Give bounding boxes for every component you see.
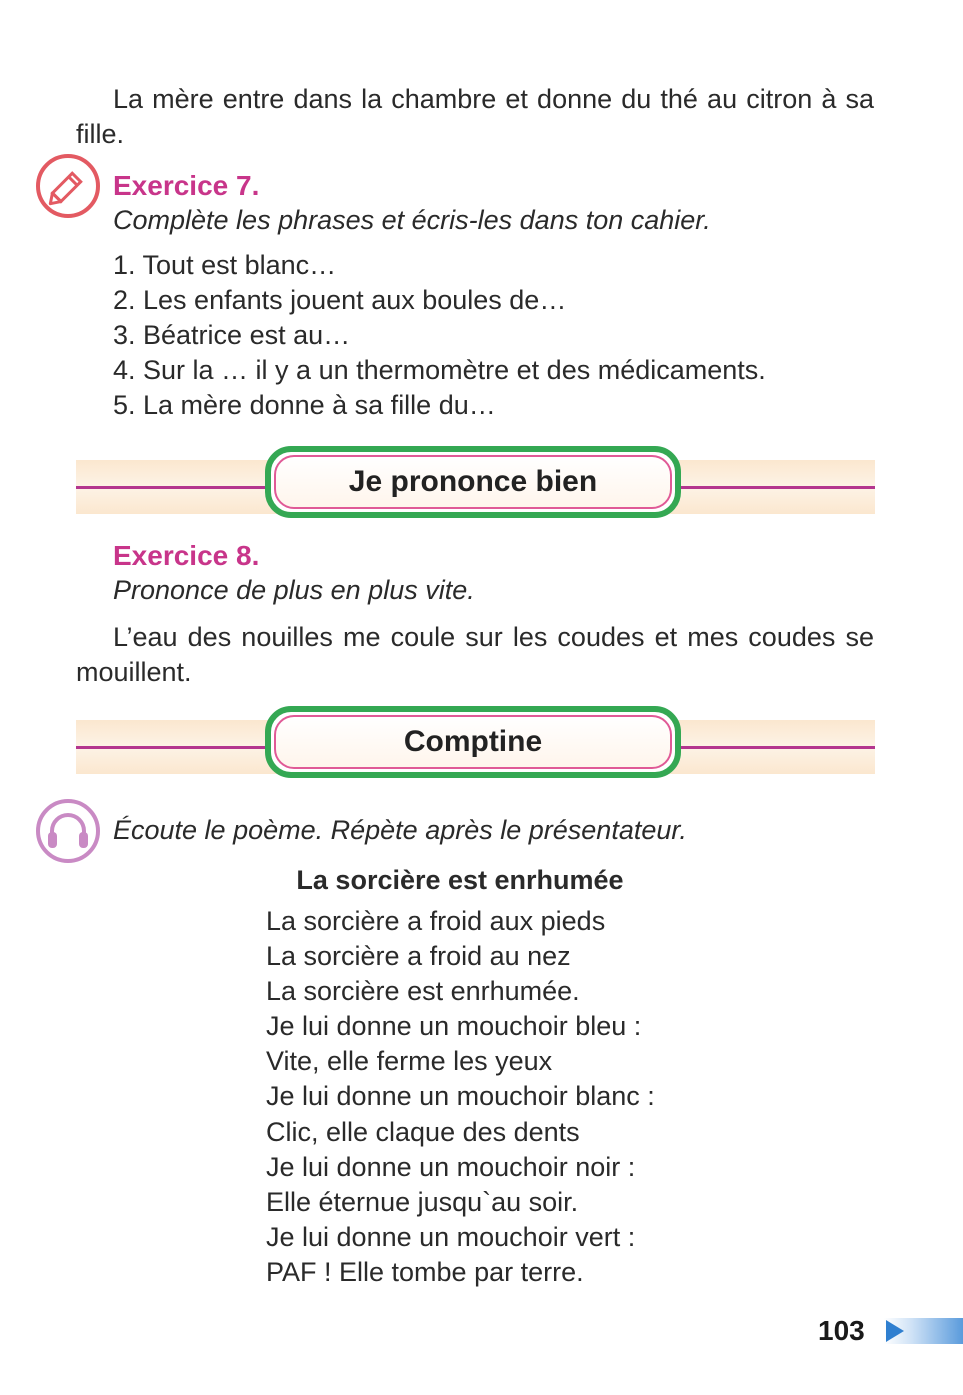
poem-line: Je lui donne un mouchoir noir :	[266, 1151, 636, 1182]
section-banner-rhyme	[76, 720, 875, 774]
exercise-7-list	[113, 248, 766, 423]
banner-pill	[265, 706, 681, 778]
poem-line: Clic, elle claque des dents	[266, 1116, 580, 1147]
intro-paragraph: La mère entre dans la chambre et donne du thé au citron à sa fille.	[76, 84, 874, 149]
poem-line: Je lui donne un mouchoir blanc :	[266, 1081, 655, 1112]
headphones-icon	[35, 798, 101, 869]
exercise-8-instruction: Prononce de plus en plus vite.	[113, 575, 475, 605]
banner-divider-right	[675, 486, 875, 489]
poem-line: Je lui donne un mouchoir bleu :	[266, 1011, 642, 1042]
arrow-right-icon	[884, 1318, 963, 1344]
poem-line: Vite, elle ferme les yeux	[266, 1046, 553, 1077]
list-item: 3. Béatrice est au…	[113, 320, 351, 350]
banner-divider-left	[76, 746, 276, 749]
banner-divider-right	[675, 746, 875, 749]
poem-line: La sorcière a froid aux pieds	[266, 906, 606, 936]
banner-divider-left	[76, 486, 276, 489]
poem-line: Je lui donne un mouchoir vert :	[266, 1221, 636, 1252]
poem-line: Elle éternue jusqu`au soir.	[266, 1186, 579, 1217]
list-item: 5. La mère donne à sa fille du…	[113, 390, 496, 420]
section-title-pronunciation: Je prononce bien	[274, 455, 672, 509]
list-item: 2. Les enfants jouent aux boules de…	[113, 285, 567, 315]
exercise-8-text: L’eau des nouilles me coule sur les coudes et mes coudes se mouillent.	[76, 622, 874, 687]
page-number: 103	[818, 1315, 865, 1346]
section-banner-pronunciation	[76, 460, 875, 514]
poem-line: La sorcière a froid au nez	[266, 941, 571, 972]
poem-line: La sorcière est enrhumée.	[266, 976, 580, 1007]
exercise-8-title: Exercice 8.	[113, 540, 260, 571]
section-title-rhyme: Comptine	[274, 715, 672, 769]
poem-lines	[266, 904, 655, 1290]
list-item: 1. Tout est blanc…	[113, 250, 337, 280]
poem-title: La sorcière est enrhumée	[296, 865, 624, 895]
poem-line: PAF ! Elle tombe par terre.	[266, 1256, 584, 1287]
exercise-7-instruction: Complète les phrases et écris-les dans ton cahier.	[113, 205, 711, 235]
pencil-icon	[35, 153, 101, 224]
list-item: 4. Sur la … il y a un thermomètre et des médicaments.	[113, 355, 766, 385]
exercise-7-title: Exercice 7.	[113, 170, 260, 201]
listening-instruction: Écoute le poème. Répète après le présentateur.	[113, 815, 687, 845]
banner-pill	[265, 446, 681, 518]
